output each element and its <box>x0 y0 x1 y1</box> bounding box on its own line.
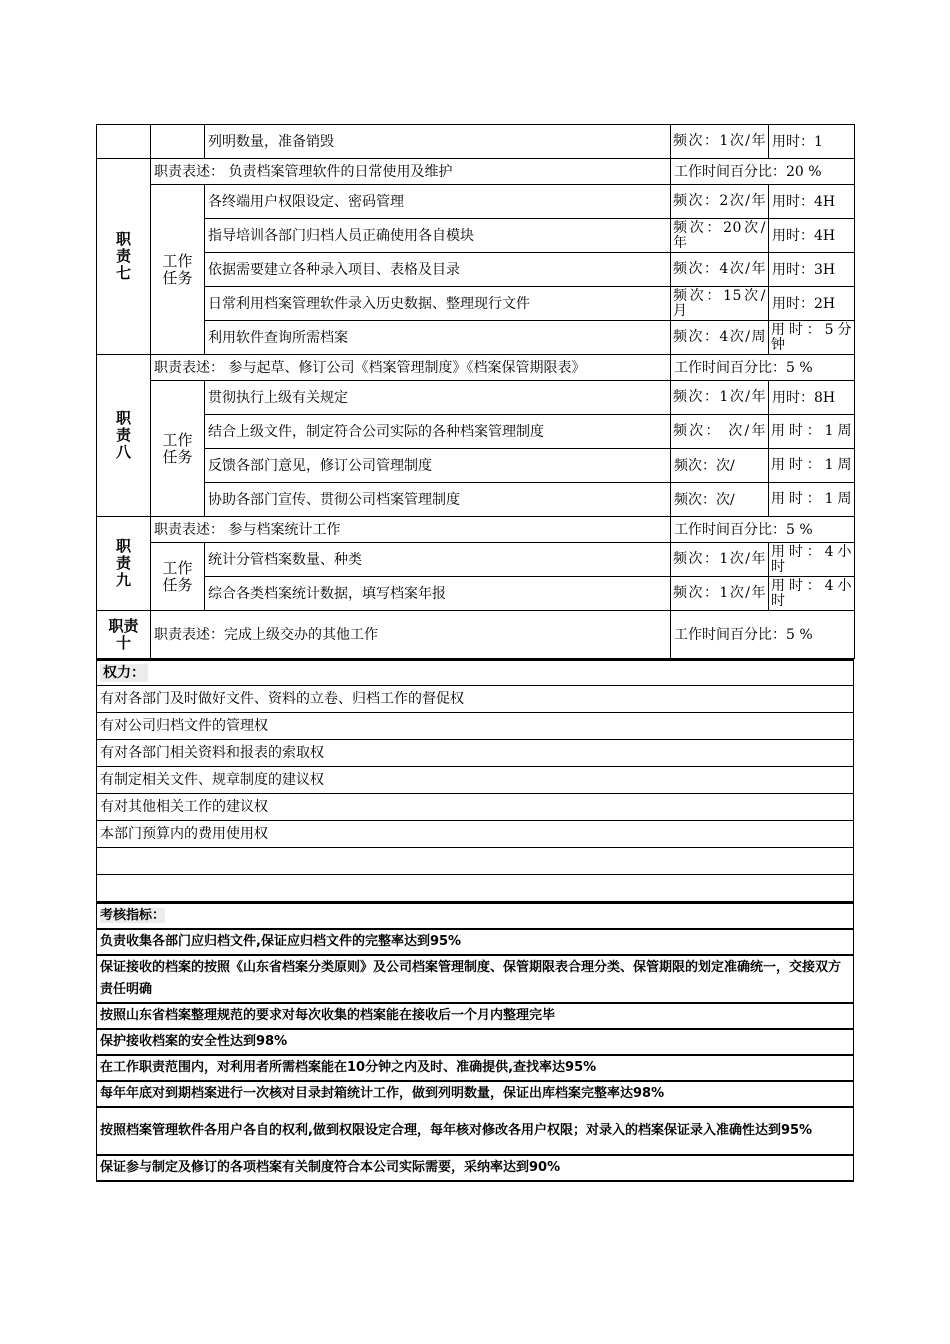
task-time: 用时：1周 <box>769 483 855 517</box>
task-label-cell <box>151 125 205 159</box>
task-frequency: 频次：15次/月 <box>671 287 769 321</box>
task-text: 依据需要建立各种录入项目、表格及目录 <box>205 253 671 287</box>
power-item: 有制定相关文件、规章制度的建议权 <box>97 767 854 794</box>
duty-9-label-text: 职责九 <box>115 537 131 589</box>
duty-10-percent: 工作时间百分比：5 % <box>671 611 855 659</box>
task-time: 用时：4小时 <box>769 577 855 611</box>
task-label-text: 工作任务 <box>162 558 193 594</box>
table-row <box>97 1029 854 1055</box>
duty-7-label <box>97 159 151 355</box>
duty-10-label <box>97 611 151 659</box>
duty-8-summary: 职责表述： 参与起草、修订公司《档案管理制度》《档案保管期限表》 <box>151 355 671 381</box>
table-row <box>97 875 854 902</box>
table-row <box>97 381 855 415</box>
table-row <box>97 219 855 253</box>
table-row <box>97 253 855 287</box>
kpi-item: 保护接收档案的安全性达到98% <box>97 1029 854 1055</box>
power-item: 有对公司归档文件的管理权 <box>97 713 854 740</box>
table-row <box>97 821 854 848</box>
table-row <box>97 577 855 611</box>
task-text: 各终端用户权限设定、密码管理 <box>205 185 671 219</box>
table-row <box>97 955 854 1003</box>
task-time: 用时：1 <box>769 125 855 159</box>
duty-10-summary: 职责表述：完成上级交办的其他工作 <box>151 611 671 659</box>
duties-table <box>96 124 855 659</box>
power-item: 有对各部门及时做好文件、资料的立卷、归档工作的督促权 <box>97 686 854 713</box>
table-row <box>97 415 855 449</box>
duty-9-label <box>97 517 151 611</box>
kpi-item: 按照山东省档案整理规范的要求对每次收集的档案能在接收后一个月内整理完毕 <box>97 1003 854 1029</box>
table-row <box>97 517 855 543</box>
table-row <box>97 713 854 740</box>
duty-8-task-label <box>151 381 205 517</box>
job-description-page <box>96 124 854 1182</box>
task-text: 统计分管档案数量、种类 <box>205 543 671 577</box>
table-row <box>97 449 855 483</box>
task-frequency: 频次：20次/年 <box>671 219 769 253</box>
kpi-item: 按照档案管理软件各用户各自的权利,做到权限设定合理，每年核对修改各用户权限；对录入的档案保证录入准确性达到95% <box>97 1107 854 1155</box>
kpi-item: 负责收集各部门应归档文件,保证应归档文件的完整率达到95% <box>97 929 854 955</box>
task-frequency: 频次：1次/年 <box>671 543 769 577</box>
power-item: 本部门预算内的费用使用权 <box>97 821 854 848</box>
task-text: 反馈各部门意见，修订公司管理制度 <box>205 449 671 483</box>
table-row <box>97 767 854 794</box>
duty-8-percent: 工作时间百分比：5 % <box>671 355 855 381</box>
duty-8-label <box>97 355 151 517</box>
table-row <box>97 125 855 159</box>
duty-7-label-text: 职责七 <box>115 230 131 282</box>
task-frequency: 频次：4次/周 <box>671 321 769 355</box>
kpi-item: 每年年底对到期档案进行一次核对目录封箱统计工作，做到列明数量，保证出库档案完整率达98% <box>97 1081 854 1107</box>
powers-table <box>96 659 854 902</box>
duty-label-cell <box>97 125 151 159</box>
table-row <box>97 185 855 219</box>
duty-10-label-text: 职责十 <box>108 616 139 652</box>
task-text: 指导培训各部门归档人员正确使用各自模块 <box>205 219 671 253</box>
kpi-item: 在工作职责范围内，对利用者所需档案能在10分钟之内及时、准确提供,查找率达95% <box>97 1055 854 1081</box>
power-item: 有对各部门相关资料和报表的索取权 <box>97 740 854 767</box>
duty-7-summary: 职责表述： 负责档案管理软件的日常使用及维护 <box>151 159 671 185</box>
table-row <box>97 1155 854 1181</box>
task-label-text: 工作任务 <box>162 430 193 466</box>
task-frequency: 频次：次/ <box>671 483 769 517</box>
table-row <box>97 1003 854 1029</box>
kpi-table <box>96 902 854 1182</box>
task-frequency: 频次：2次/年 <box>671 185 769 219</box>
task-frequency: 频次：1次/年 <box>671 577 769 611</box>
task-time: 用时：4H <box>769 219 855 253</box>
task-frequency: 频次： 次/年 <box>671 415 769 449</box>
task-frequency: 频次：次/ <box>671 449 769 483</box>
task-text: 日常利用档案管理软件录入历史数据、整理现行文件 <box>205 287 671 321</box>
task-text: 协助各部门宣传、贯彻公司档案管理制度 <box>205 483 671 517</box>
task-text: 贯彻执行上级有关规定 <box>205 381 671 415</box>
kpi-item: 保证参与制定及修订的各项档案有关制度符合本公司实际需要，采纳率达到90% <box>97 1155 854 1181</box>
table-row <box>97 1081 854 1107</box>
table-row <box>97 287 855 321</box>
table-row <box>97 686 854 713</box>
task-time: 用时：3H <box>769 253 855 287</box>
table-row <box>97 740 854 767</box>
task-time: 用时：1周 <box>769 415 855 449</box>
kpi-item: 保证接收的档案的按照《山东省档案分类原则》及公司档案管理制度、保管期限表合理分类、保管期限的划定准确统一，交接双方责任明确 <box>97 955 854 1003</box>
task-text: 综合各类档案统计数据，填写档案年报 <box>205 577 671 611</box>
task-time: 用时：4小时 <box>769 543 855 577</box>
empty-row <box>97 875 854 902</box>
table-row <box>97 321 855 355</box>
table-row <box>97 483 855 517</box>
task-text: 利用软件查询所需档案 <box>205 321 671 355</box>
task-time: 用时：4H <box>769 185 855 219</box>
duty-9-percent: 工作时间百分比：5 % <box>671 517 855 543</box>
task-time: 用时：1周 <box>769 449 855 483</box>
task-text: 结合上级文件，制定符合公司实际的各种档案管理制度 <box>205 415 671 449</box>
table-row <box>97 355 855 381</box>
power-item: 有对其他相关工作的建议权 <box>97 794 854 821</box>
powers-title: 权力： <box>100 664 148 682</box>
duty-7-task-label <box>151 185 205 355</box>
task-frequency: 频次：1次/年 <box>671 381 769 415</box>
task-time: 用时：2H <box>769 287 855 321</box>
table-row <box>97 903 854 929</box>
duty-9-task-label <box>151 543 205 611</box>
task-frequency: 频次：4次/年 <box>671 253 769 287</box>
table-row <box>97 1055 854 1081</box>
empty-row <box>97 848 854 875</box>
kpi-title: 考核指标： <box>100 908 166 923</box>
table-row <box>97 794 854 821</box>
table-row <box>97 543 855 577</box>
table-row <box>97 611 855 659</box>
duty-8-label-text: 职责八 <box>115 409 131 461</box>
table-row <box>97 1107 854 1155</box>
task-label-text: 工作任务 <box>162 251 193 287</box>
table-row <box>97 660 854 686</box>
task-frequency: 频次：1次/年 <box>671 125 769 159</box>
task-time: 用时：8H <box>769 381 855 415</box>
duty-7-percent: 工作时间百分比：20 % <box>671 159 855 185</box>
task-time: 用时：5分钟 <box>769 321 855 355</box>
duty-9-summary: 职责表述： 参与档案统计工作 <box>151 517 671 543</box>
task-text: 列明数量，准备销毁 <box>205 125 671 159</box>
table-row <box>97 929 854 955</box>
table-row <box>97 159 855 185</box>
table-row <box>97 848 854 875</box>
